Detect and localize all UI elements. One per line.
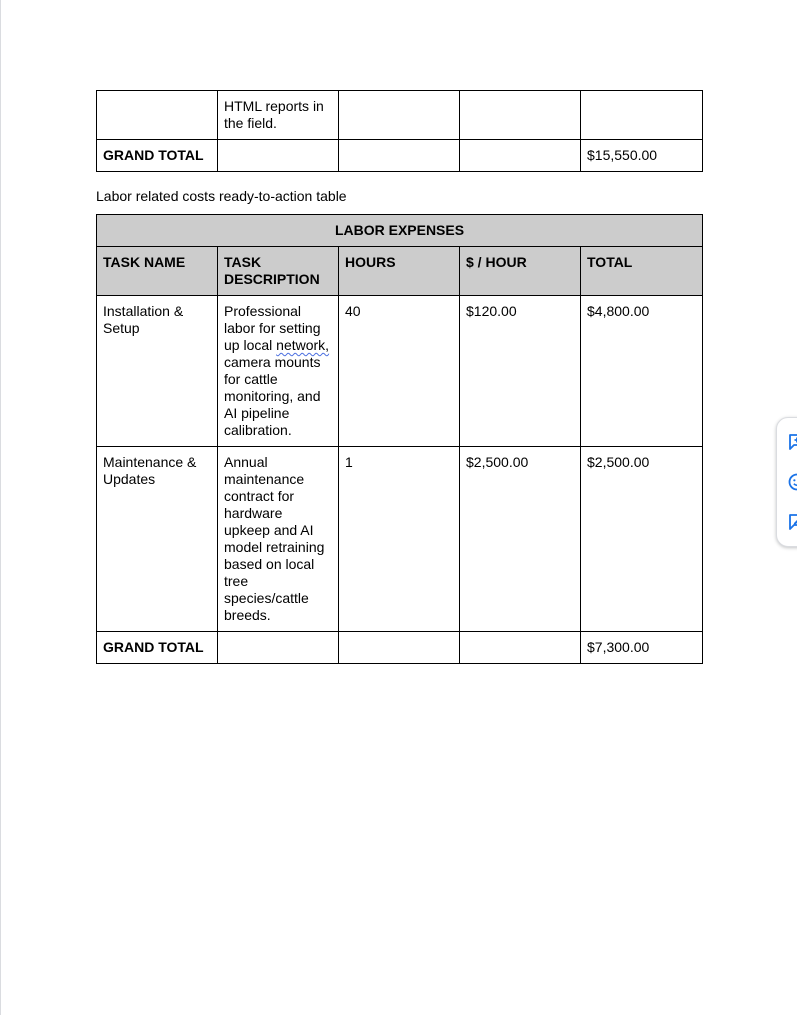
grand-total-row <box>97 140 703 172</box>
task-name-cell[interactable]: Installation & Setup <box>97 296 218 447</box>
task-name-cell[interactable]: Maintenance & Updates <box>97 447 218 632</box>
table-cell[interactable] <box>339 632 460 664</box>
labor-expenses-table <box>96 214 703 664</box>
column-header-hours[interactable]: HOURS <box>339 247 460 296</box>
column-header-task-name[interactable]: TASK NAME <box>97 247 218 296</box>
table-row <box>97 447 703 632</box>
table-caption[interactable]: Labor related costs ready-to-action table <box>96 188 347 204</box>
hardware-costs-table-tail <box>96 90 703 172</box>
comment-side-toolbar <box>776 417 797 547</box>
suggest-edit-icon[interactable] <box>787 512 797 532</box>
description-text: camera mounts for cattle monitoring, and AI pipeline calibration. <box>224 354 321 438</box>
task-description-cell[interactable] <box>218 296 339 447</box>
table-cell[interactable]: HTML reports in the field. <box>218 91 339 140</box>
table-cell[interactable] <box>97 91 218 140</box>
table-cell[interactable] <box>339 140 460 172</box>
table-row <box>97 296 703 447</box>
table-row <box>97 91 703 140</box>
table-cell[interactable] <box>581 91 703 140</box>
rate-cell[interactable]: $120.00 <box>460 296 581 447</box>
grand-total-row <box>97 632 703 664</box>
task-description-cell[interactable]: Annual maintenance contract for hardware upkeep and AI model retraining based on local tree species/cattle breeds. <box>218 447 339 632</box>
spelling-flagged-word[interactable]: network, <box>276 337 330 353</box>
column-header-task-description[interactable]: TASK DESCRIPTION <box>218 247 339 296</box>
description-text: Professional labor for setting up local <box>224 303 321 353</box>
total-cell[interactable]: $4,800.00 <box>581 296 703 447</box>
table-cell[interactable] <box>460 632 581 664</box>
total-cell[interactable]: $2,500.00 <box>581 447 703 632</box>
table-cell[interactable] <box>339 91 460 140</box>
rate-cell[interactable]: $2,500.00 <box>460 447 581 632</box>
table-cell[interactable] <box>460 140 581 172</box>
table-cell[interactable] <box>460 91 581 140</box>
table-cell[interactable] <box>218 140 339 172</box>
grand-total-value[interactable]: $15,550.00 <box>581 140 703 172</box>
column-header-total[interactable]: TOTAL <box>581 247 703 296</box>
hours-cell[interactable]: 1 <box>339 447 460 632</box>
table-cell[interactable] <box>218 632 339 664</box>
emoji-reaction-icon[interactable] <box>787 472 797 492</box>
table-title[interactable]: LABOR EXPENSES <box>97 215 703 247</box>
hours-cell[interactable]: 40 <box>339 296 460 447</box>
column-header-rate[interactable]: $ / HOUR <box>460 247 581 296</box>
grand-total-value[interactable]: $7,300.00 <box>581 632 703 664</box>
table-header-row <box>97 247 703 296</box>
add-comment-icon[interactable] <box>787 432 797 452</box>
grand-total-label[interactable]: GRAND TOTAL <box>97 140 218 172</box>
table-title-row <box>97 215 703 247</box>
grand-total-label[interactable]: GRAND TOTAL <box>97 632 218 664</box>
